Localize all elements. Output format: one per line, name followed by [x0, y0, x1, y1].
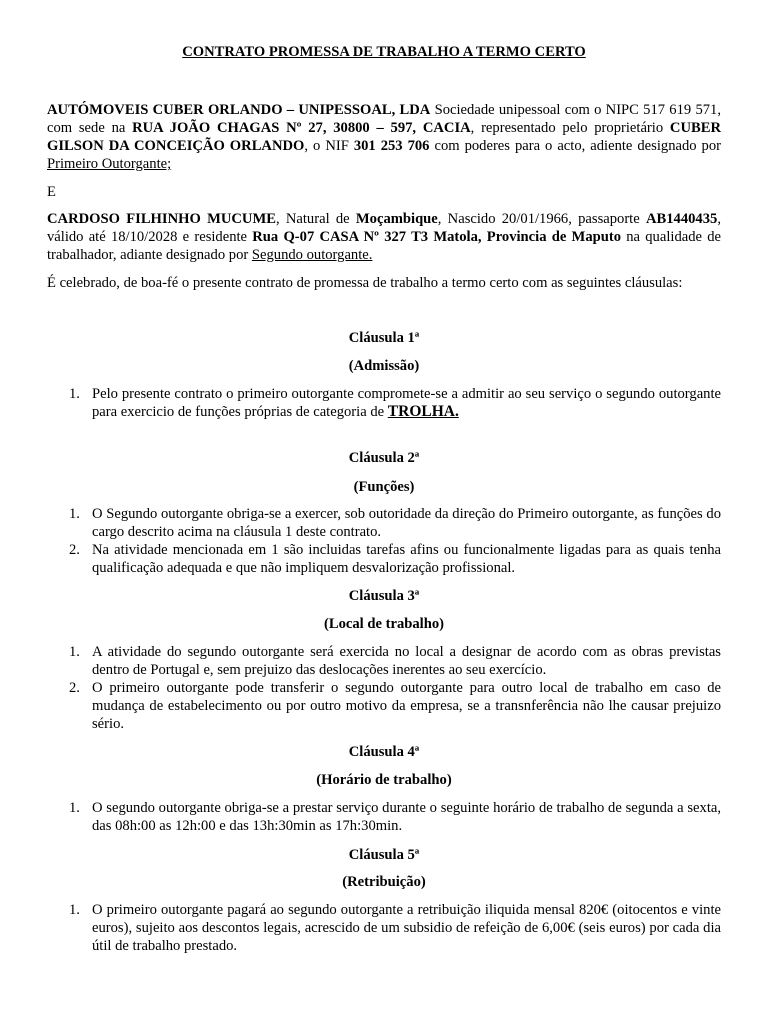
second-party-passport: AB1440435 [645, 211, 718, 227]
clause-2-subtitle: (Funções) [353, 479, 415, 495]
item-number: 2. [69, 542, 80, 558]
clause-3-list [47, 643, 721, 733]
first-party-name: AUTÓMOVEIS CUBER ORLANDO – UNIPESSOAL, LDA [47, 102, 431, 118]
list-item: 1. O Segundo outorgante obriga-se a exercer, sob outoridade da direção do Primeiro outorgante, as funções do cargo descrito acima na cláusula 1 deste contrato. [69, 506, 721, 540]
document-title: CONTRATO PROMESSA DE TRABALHO A TERMO CERTO [182, 44, 586, 60]
list-item: 2. Na atividade mencionada em 1 são incluidas tarefas afins ou funcionalmente ligadas para as quais tenha qualificação adequada e que não impliquem desvalorização profissional. [69, 542, 721, 576]
clause-1-subtitle: (Admissão) [348, 358, 420, 374]
clause-5-subtitle: (Retribuição) [342, 874, 426, 890]
second-party-address: Rua Q-07 CASA Nº 327 T3 Matola, Provincia de Maputo [252, 229, 622, 245]
clause-2-title: Cláusula 2ª [348, 450, 420, 466]
first-party-address: RUA JOÃO CHAGAS Nº 27, 30800 – 597, CACIA [132, 120, 471, 136]
list-item: 1. Pelo presente contrato o primeiro outorgante compromete-se a admitir ao seu serviço o segundo outorgante para exercicio de funções próprias de categoria de TROLHA. [69, 386, 721, 420]
item-number: 1. [69, 644, 80, 660]
first-party-owner: CUBER GILSON DA CONCEIÇÃO ORLANDO [47, 120, 721, 154]
first-party-paragraph: AUTÓMOVEIS CUBER ORLANDO – UNIPESSOAL, LDA Sociedade unipessoal com o NIPC 517 619 571, com sede na RUA JOÃO CHAGAS Nº 27, 30800 – 597, CACIA, representado pelo proprietário CUBER GILSON DA CONCEIÇÃO ORLANDO, o NIF 301 253 706 com poderes para o acto, adiente designado por Primeiro Outorgante; [47, 102, 722, 172]
clause-5-title: Cláusula 5ª [348, 847, 420, 863]
second-party-designation: Segundo outorgante. [251, 247, 373, 263]
clause-4-list [47, 799, 721, 835]
second-party-paragraph: CARDOSO FILHINHO MUCUME, Natural de Moçambique, Nascido 20/01/1966, passaporte AB1440435, válido até 18/10/2028 e residente Rua Q-07 CASA Nº 327 T3 Matola, Provincia de Maputo na qualidade de trabalhador, adiante designado por Segundo outorgante. [47, 211, 721, 263]
item-number: 2. [69, 680, 80, 696]
list-item: 2. O primeiro outorgante pode transferir o segundo outorgante para outro local de trabalho em caso de mudança de estabelecimento ou por outro motivo da empresa, se a transnferência não lhe causar prejuizo sério. [69, 680, 721, 732]
intro-paragraph: É celebrado, de boa-fé o presente contrato de promessa de trabalho a termo certo com as seguintes cláusulas: [47, 275, 683, 291]
clause-3-subtitle: (Local de trabalho) [324, 616, 444, 632]
job-category: TROLHA. [387, 403, 459, 420]
clause-4-subtitle: (Horário de trabalho) [316, 772, 452, 788]
conjunction: E [47, 184, 56, 200]
item-number: 1. [69, 800, 80, 816]
list-item: 1. O segundo outorgante obriga-se a prestar serviço durante o seguinte horário de trabalho de segunda a sexta, das 08h:00 as 12h:00 e das 13h:30min as 17h:30min. [69, 800, 721, 834]
item-number: 1. [69, 506, 80, 522]
item-number: 1. [69, 902, 80, 918]
clause-1-list [47, 385, 721, 421]
second-party-name: CARDOSO FILHINHO MUCUME [47, 211, 276, 227]
list-item: 1. A atividade do segundo outorgante será exercida no local a designar de acordo com as obras previstas dentro de Portugal e, sem prejuizo das deslocações inerentes ao seu exercício. [69, 644, 721, 678]
list-item: 1. O primeiro outorgante pagará ao segundo outorgante a retribuição iliquida mensal 820€ (oitocentos e vinte euros), sujeito aos descontos legais, acrescido de um subsidio de refeição de 6,00€ (seis euros) por cada dia útil de trabalho prestado. [69, 902, 721, 954]
first-party-designation: Primeiro Outorgante; [47, 156, 172, 172]
clause-1-title: Cláusula 1ª [348, 330, 420, 346]
item-number: 1. [69, 386, 80, 402]
clause-2-list [47, 505, 721, 577]
second-party-country: Moçambique [355, 211, 438, 227]
clause-4-title: Cláusula 4ª [348, 744, 420, 760]
first-party-nif: 301 253 706 [353, 138, 430, 154]
clause-5-list [47, 901, 721, 955]
clause-3-title: Cláusula 3ª [348, 588, 420, 604]
